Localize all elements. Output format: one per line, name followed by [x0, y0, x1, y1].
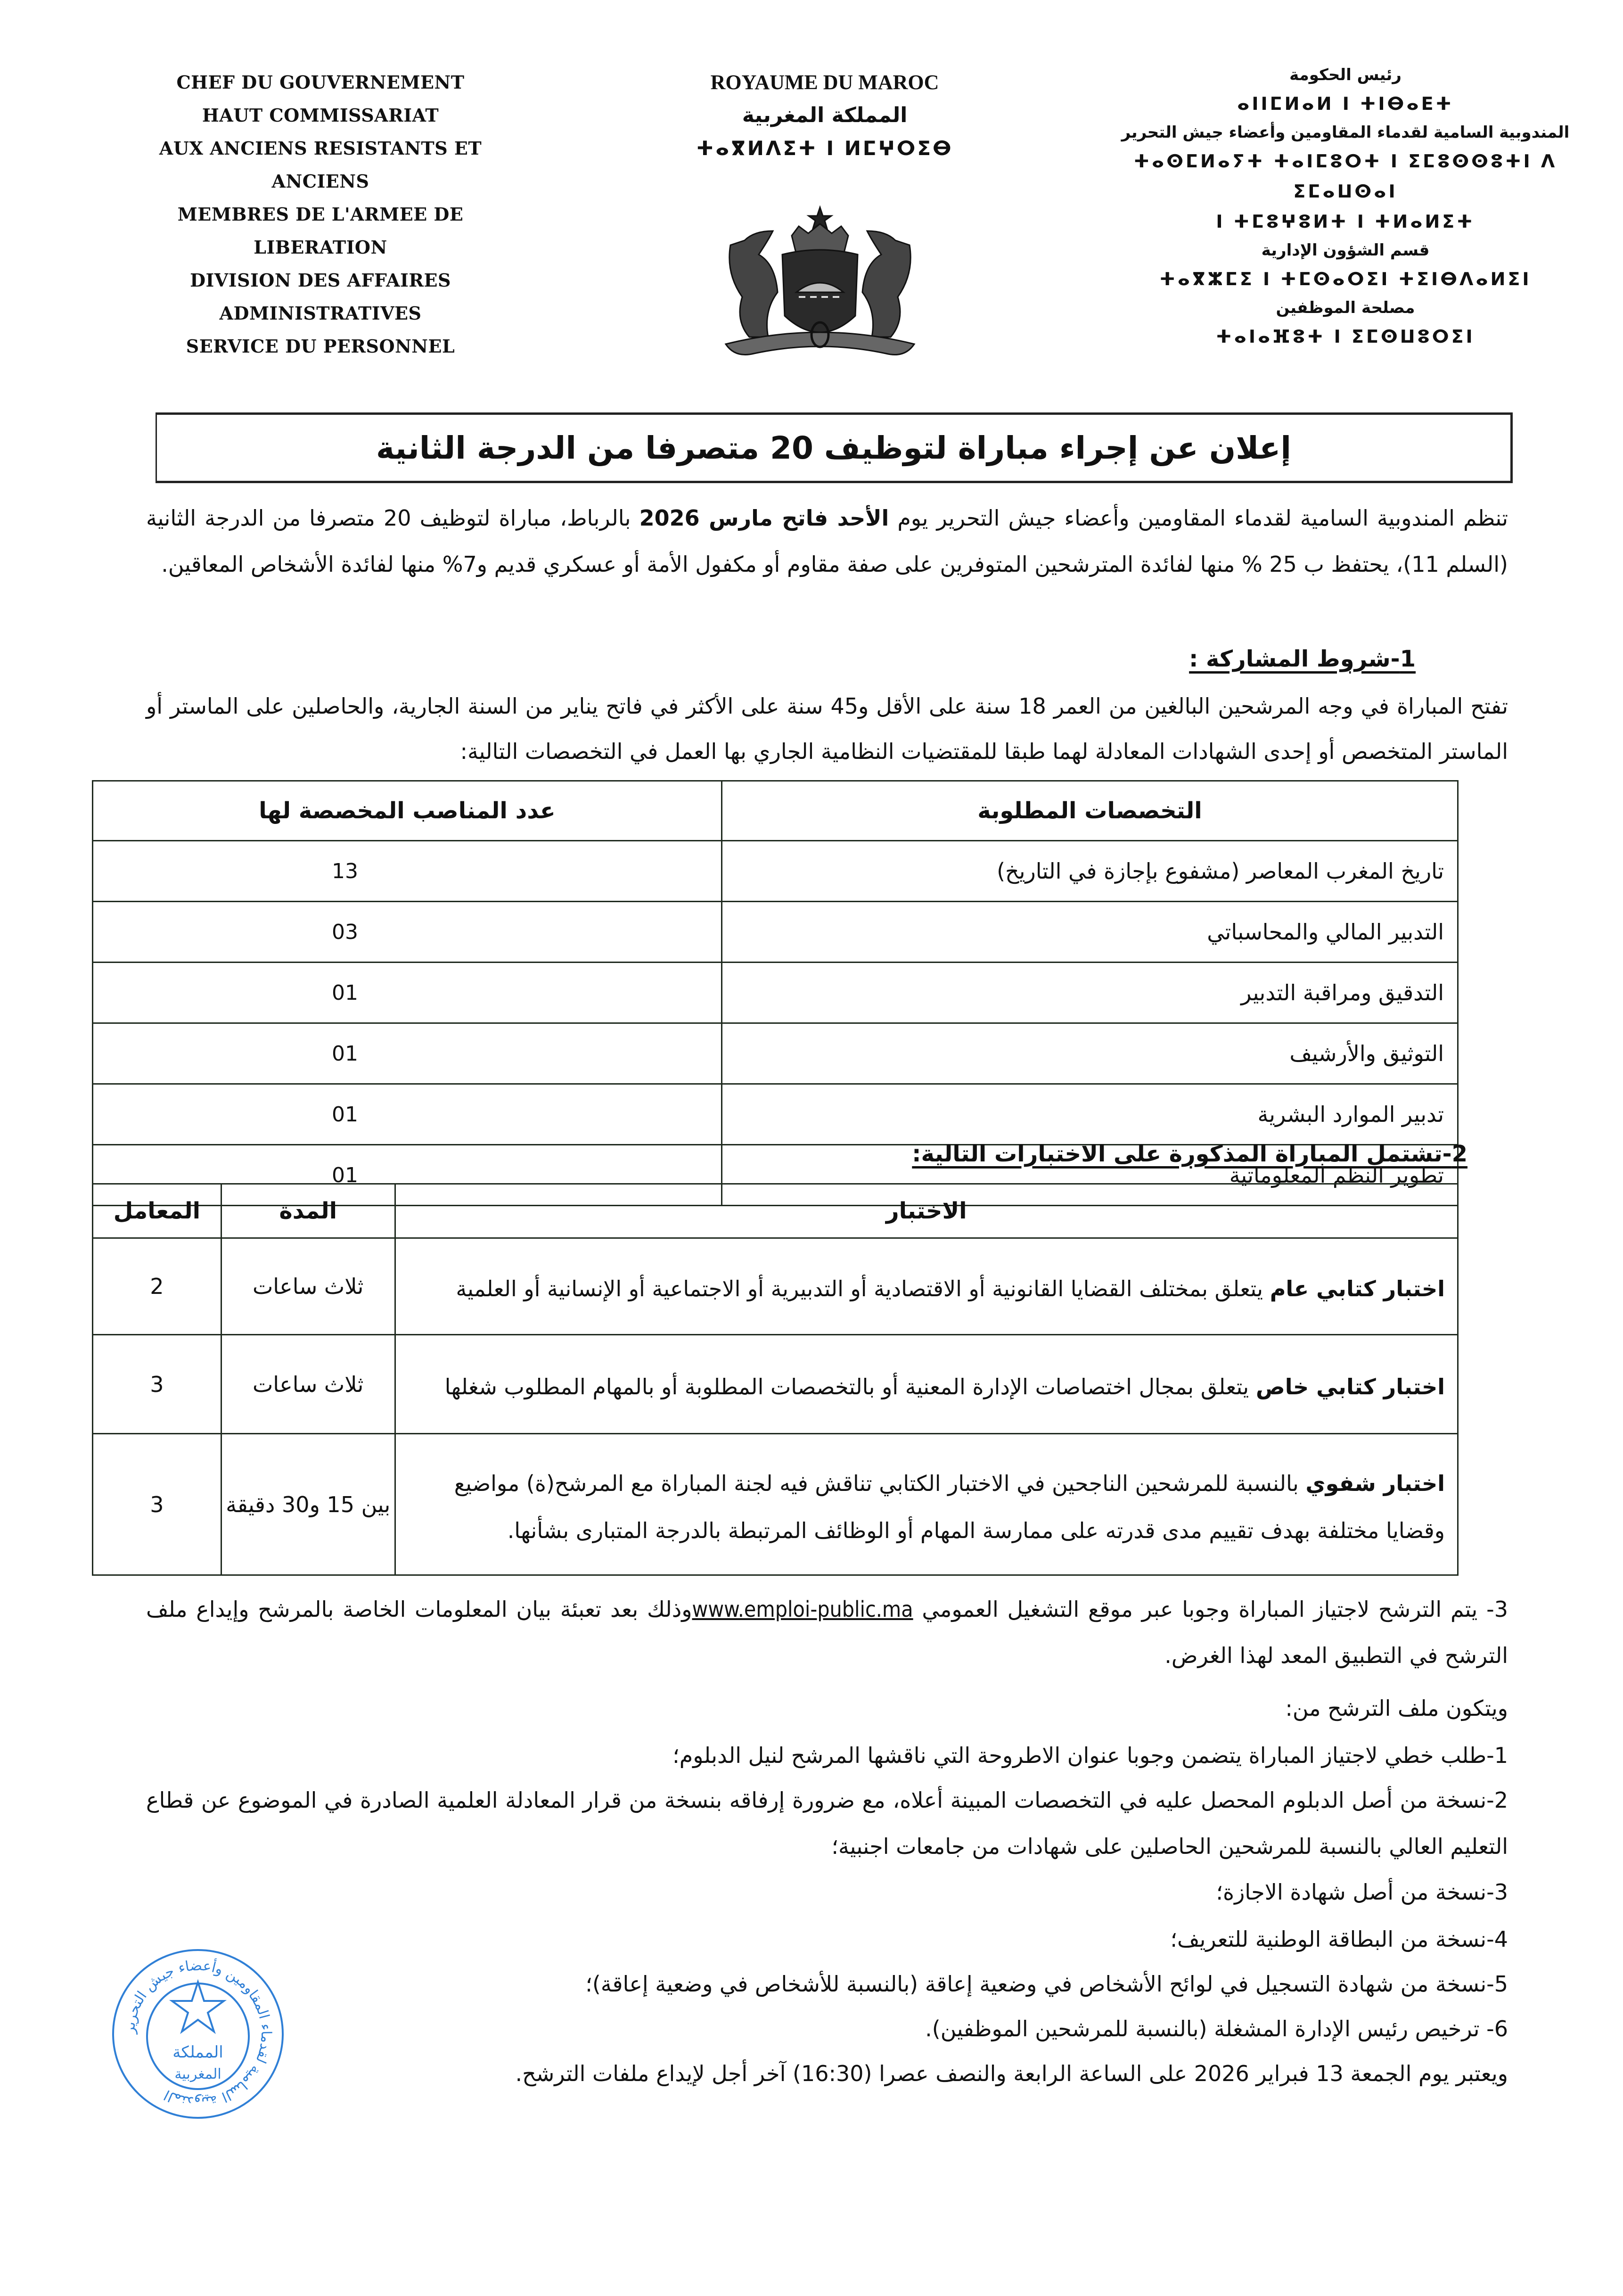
specialty-cell: التدقيق ومراقبة التدبير — [722, 963, 1458, 1023]
specialty-cell: التوثيق والأرشيف — [722, 1023, 1458, 1084]
stamp-inner-text-1: المملكة — [172, 2043, 223, 2062]
header-positions: عدد المناصب المخصصة لها — [93, 781, 722, 841]
header-ar-line: رئيس الحكومة — [1289, 66, 1402, 84]
intro-text-2: بالرباط، مباراة لتوظيف 20 متصرفا من الدرجة الثانية (السلم 11)، يحتفظ ب 25 % منها لفائدة المترشحين المتوفرين على صفة مقاوم أو مكفول الأمة أو عسكري قديم و7% منها لفائدة الأشخاص المعاقين. — [146, 505, 1508, 577]
exam-description — [395, 1335, 1458, 1434]
header-ar-line: المندوبية السامية لقدماء المقاومين وأعضاء جيش التحرير — [1121, 123, 1570, 142]
table-row — [93, 1434, 1458, 1575]
exam-coefficient: 2 — [93, 1238, 221, 1335]
stamp-inner-text-2: المغربية — [174, 2066, 221, 2082]
section-3-part2: وذلك بعد تعبئة بيان المعلومات الخاصة بالمرشح وإيداع ملف الترشح في التطبيق المعد لهذا الغرض. — [146, 1597, 1508, 1668]
file-item: 2-نسخة من أصل الدبلوم المحصل عليه في التخصصات المبينة أعلاه، مع ضرورة إرفاقه بنسخة من قرار المعادلة العلمية الصادرة في الموضوع عن قطاع التعليم العالي بالنسبة للمرشحين الحاصلين على شهادات من جامعات اجنبية؛ — [146, 1787, 1508, 1859]
header-tf-line: ⵜⴰⵙⵎⵍⴰⵢⵜ ⵜⴰⵏⵎⵓⵔⵜ ⵏ ⵉⵎⵓⵙⵙⵓⵜⵏ ⴷ ⵉⵎⴰⵡⵙⴰⵏ — [1133, 151, 1557, 202]
header-fr-line: CHEF DU GOUVERNEMENT — [176, 72, 465, 93]
header-specialty: التخصصات المطلوبة — [722, 781, 1458, 841]
announcement-title: إعلان عن إجراء مباراة لتوظيف 20 متصرفا من الدرجة الثانية — [376, 429, 1292, 466]
positions-cell: 03 — [93, 902, 722, 963]
header-arabic-block — [1098, 61, 1593, 352]
specialty-cell: التدبير المالي والمحاسباتي — [722, 902, 1458, 963]
header-fr-line: DIVISION DES AFFAIRES ADMINISTRATIVES — [190, 270, 451, 324]
section-3-part1: 3- يتم الترشح لاجتياز المباراة وجوبا عبر موقع التشغيل العمومي — [913, 1597, 1508, 1622]
header-ar-line: مصلحة الموظفين — [1276, 298, 1415, 317]
file-item: 4-نسخة من البطاقة الوطنية للتعريف؛ — [1170, 1926, 1508, 1952]
table-row — [93, 1238, 1458, 1335]
table-row — [93, 1084, 1458, 1145]
table-row — [93, 1335, 1458, 1434]
header-ar-line: قسم الشؤون الإدارية — [1261, 241, 1430, 260]
table-header-row — [93, 1184, 1458, 1238]
header-french-block — [108, 66, 533, 363]
header-duration: المدة — [221, 1184, 395, 1238]
header-tf-line: ⵜⴰⵏⴰⴼⵓⵜ ⵏ ⵉⵎⵙⵡⵓⵔⵉⵏ — [1216, 326, 1475, 347]
table-row — [93, 963, 1458, 1023]
file-item: 6- ترخيص رئيس الإدارة المشغلة (بالنسبة للمرشحين الموظفين). — [925, 2016, 1508, 2041]
exam-duration: ثلاث ساعات — [221, 1335, 395, 1434]
kingdom-ar: المملكة المغربية — [742, 103, 908, 127]
announcement-title-box — [156, 412, 1513, 483]
table-row — [93, 1023, 1458, 1084]
positions-cell: 01 — [93, 1023, 722, 1084]
intro-date: الأحد فاتح مارس 2026 — [639, 505, 889, 531]
positions-cell: 01 — [93, 963, 722, 1023]
exam-text: يتعلق بمختلف القضايا القانونية أو الاقتصادية أو التدبيرية أو الاجتماعية أو الإنسانية أو العلمية — [456, 1276, 1270, 1301]
table-row — [93, 902, 1458, 963]
stamp-outer-text: المندوبية السامية لقدماء المقاومين وأعضاء جيش التحرير — [121, 1957, 275, 2111]
official-stamp-icon — [106, 1942, 290, 2126]
table-header-row — [93, 781, 1458, 841]
positions-cell: 01 — [93, 1145, 722, 1206]
exams-table — [92, 1183, 1459, 1576]
table-row — [93, 841, 1458, 902]
specialty-cell: تاريخ المغرب المعاصر (مشفوع بإجازة في التاريخ) — [722, 841, 1458, 902]
section-3-text — [146, 1586, 1508, 1679]
kingdom-tifinagh: ⵜⴰⴳⵍⴷⵉⵜ ⵏ ⵍⵎⵖⵔⵉⴱ — [696, 137, 953, 160]
positions-cell: 13 — [93, 841, 722, 902]
header-kingdom-block — [660, 66, 990, 165]
header-tf-line: ⴰⵏⵏⵎⵍⴰⵍ ⵏ ⵜⵏⴱⴰⴹⵜ — [1237, 93, 1454, 114]
exam-title: اختبار شفوي — [1305, 1470, 1445, 1496]
header-tf-line: ⵜⴰⴳⵣⵎⵉ ⵏ ⵜⵎⵙⴰⵔⵉⵏ ⵜⵉⵏⴱⴷⴰⵍⵉⵏ — [1159, 269, 1532, 289]
intro-text-1: تنظم المندوبية السامية لقدماء المقاومين وأعضاء جيش التحرير يوم — [889, 505, 1508, 531]
section-1-heading: 1-شروط المشاركة : — [1189, 646, 1416, 672]
section-1-text: تفتح المباراة في وجه المرشحين البالغين من العمر 18 سنة على الأقل و45 سنة على الأكثر في فاتح يناير من السنة الجارية، والحاصلين على الماستر أو الماستر المتخصص أو إحدى الشهادات المعادلة لهما طبقا للمقتضيات النظامية الجاري بها العمل في التخصصات التالية: — [146, 693, 1508, 764]
header-fr-line: HAUT COMMISSARIAT — [202, 105, 439, 126]
coat-of-arms-icon — [697, 203, 943, 368]
exam-description — [395, 1434, 1458, 1575]
file-item: 5-نسخة من شهادة التسجيل في لوائح الأشخاص في وضعية إعاقة (بالنسبة للأشخاص في وضعية إعاقة)؛ — [585, 1971, 1508, 1997]
exam-description — [395, 1238, 1458, 1335]
header-exam: الاختبار — [395, 1184, 1458, 1238]
section-2-heading: 2-تشتمل المباراة المذكورة على الاختبارات التالية: — [912, 1141, 1467, 1167]
emploi-public-link[interactable]: www.emploi-public.ma — [692, 1597, 913, 1622]
deadline-text: ويعتبر يوم الجمعة 13 فبراير 2026 على الساعة الرابعة والنصف عصرا (16:30) آخر أجل لإيداع ملفات الترشح. — [515, 2061, 1508, 2086]
positions-cell: 01 — [93, 1084, 722, 1145]
specialty-cell: تدبير الموارد البشرية — [722, 1084, 1458, 1145]
file-item: 1-طلب خطي لاجتياز المباراة يتضمن وجوبا عنوان الاطروحة التي ناقشها المرشح لنيل الدبلوم؛ — [672, 1743, 1508, 1768]
file-item: 3-نسخة من أصل شهادة الاجازة؛ — [1216, 1879, 1508, 1905]
specialty-cell: تطوير النظم المعلوماتية — [722, 1145, 1458, 1206]
exam-title: اختبار كتابي خاص — [1255, 1374, 1445, 1399]
exam-title: اختبار كتابي عام — [1270, 1276, 1445, 1301]
kingdom-fr: ROYAUME DU MAROC — [710, 71, 939, 94]
exam-coefficient: 3 — [93, 1434, 221, 1575]
exam-duration: ثلاث ساعات — [221, 1238, 395, 1335]
exam-text: بالنسبة للمرشحين الناجحين في الاختبار الكتابي تناقش فيه لجنة المباراة مع المرشح(ة) مواضيع وقضايا مختلفة بهدف تقييم مدى قدرته على ممارسة المهام أو الوظائف المرتبطة بالدرجة المتبارى بشأنها. — [454, 1470, 1445, 1543]
header-fr-line: AUX ANCIENS RESISTANTS ET ANCIENS — [159, 138, 482, 192]
file-intro: ويتكون ملف الترشح من: — [1285, 1695, 1508, 1721]
header-coefficient: المعامل — [93, 1184, 221, 1238]
exam-text: يتعلق بمجال اختصاصات الإدارة المعنية أو بالتخصصات المطلوبة أو بالمهام المطلوب شغلها — [444, 1374, 1256, 1399]
header-fr-line: MEMBRES DE L'ARMEE DE LIBERATION — [177, 204, 464, 258]
exam-coefficient: 3 — [93, 1335, 221, 1434]
intro-paragraph — [146, 495, 1508, 587]
exam-duration: بين 15 و30 دقيقة — [221, 1434, 395, 1575]
header-fr-line: SERVICE DU PERSONNEL — [186, 336, 455, 357]
header-tf-line: ⵏ ⵜⵎⵓⵖⵓⵍⵜ ⵏ ⵜⵍⴰⵍⵉⵜ — [1216, 211, 1475, 232]
